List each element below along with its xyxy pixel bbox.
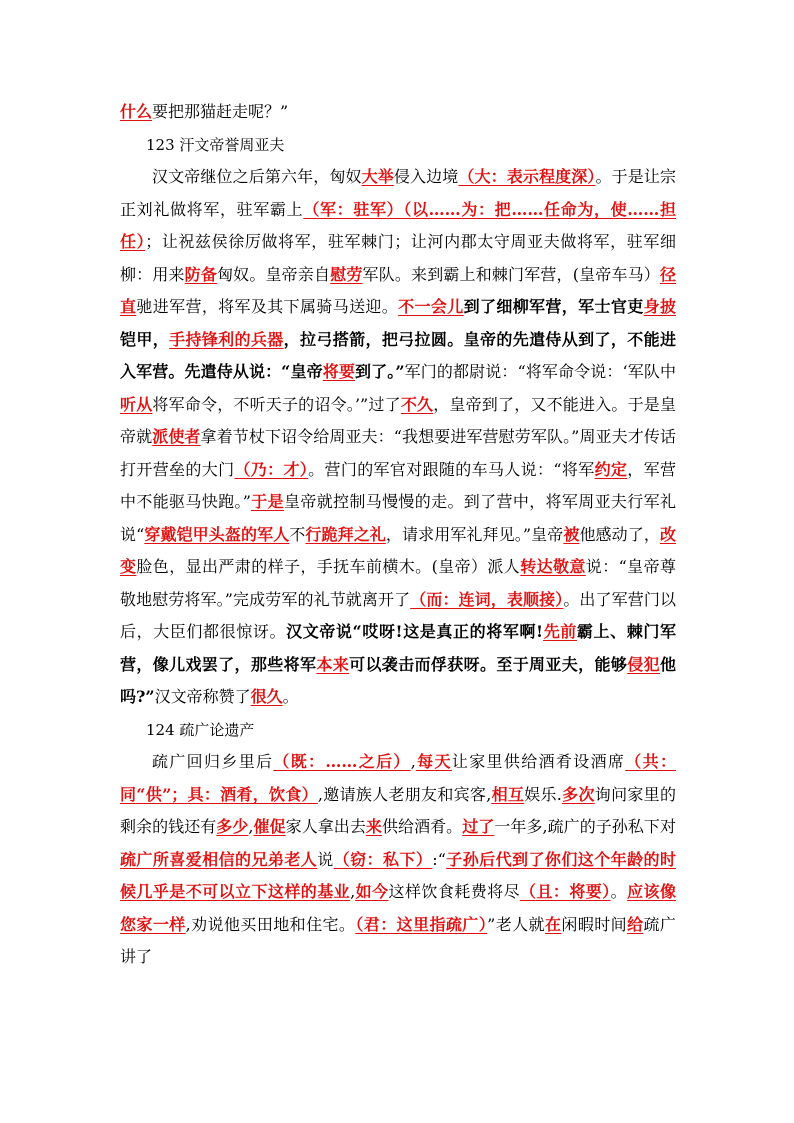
text-run: ，皇帝到了，又不能进入。于是皇帝就 xyxy=(120,394,676,446)
annotation-text: 本来 xyxy=(316,654,350,674)
text-run: ，军营中不能驱马快跑。” xyxy=(120,459,676,511)
annotation-text: 派使者 xyxy=(152,427,201,446)
annotation-text: 穿戴铠甲头盔的军人 xyxy=(144,524,290,544)
annotation-text: 催促 xyxy=(253,817,286,836)
text-run: ,劝说他买田地和住宅。 xyxy=(185,914,356,934)
text-run: :“ xyxy=(432,849,446,869)
annotation-text: 多次 xyxy=(561,784,595,804)
annotation-text: 约定 xyxy=(594,459,628,479)
text-run: 。出了军营门以后，大臣们都很惊讶。 xyxy=(120,589,676,641)
paragraph-continuation xyxy=(120,96,676,129)
annotation-text: 手持锋利的兵器 xyxy=(169,329,284,349)
annotation-text: 应该像您家一样 xyxy=(120,882,676,934)
annotation-text: 听从 xyxy=(120,394,153,414)
paragraph-zhou-yafu xyxy=(120,161,676,714)
text-run: 让家里供给酒肴设酒席 xyxy=(451,752,626,771)
text-run: 一年多,疏广的子孙私下对 xyxy=(494,817,676,836)
annotation-text: 来 xyxy=(365,817,382,836)
text-run: 。营门的军官对跟随的车马人说：“将军 xyxy=(308,459,595,479)
annotation-text: 防备 xyxy=(184,264,218,284)
text-run: 军队。来到霸上和棘门军营，(皇帝车马） xyxy=(362,264,660,284)
text-run: 说：“皇帝尊敬地慰劳将军。”完成劳军的礼节就离开了 xyxy=(120,557,676,609)
annotation-text: 不一会儿 xyxy=(398,297,464,316)
text-run: 不 xyxy=(289,524,306,544)
bold-text: 到了细柳军营，军士官吏 xyxy=(463,297,644,316)
section-heading-123: 123 汗文帝誉周亚夫 xyxy=(146,135,285,154)
text-run: 闲暇时间 xyxy=(561,914,628,934)
annotation-text: 什么 xyxy=(120,102,153,121)
text-run: 娱乐. xyxy=(524,784,562,804)
annotation-text: （乃：才） xyxy=(234,459,309,479)
text-run: 汉文帝继位之后第六年，匈奴 xyxy=(152,167,362,186)
text-run: 拿着节杖下诏令给周亚夫：“我想要进军营慰劳军队。”周亚夫才传话打开营垒的大门 xyxy=(120,427,676,479)
annotation-text: 转达敬意 xyxy=(520,557,586,576)
annotation-text: 行跪拜之礼 xyxy=(305,524,386,544)
text-run: 。于是让宗正刘礼做将军，驻军霸上 xyxy=(120,167,676,219)
text-run: ，请求用军礼拜见。”皇帝 xyxy=(385,524,564,544)
annotation-text: 慰劳 xyxy=(330,264,363,284)
annotation-text: 改变 xyxy=(120,524,676,576)
annotation-text: 给 xyxy=(627,914,644,934)
annotation-text: 先前 xyxy=(543,622,577,641)
annotation-text: （大：表示程度深） xyxy=(458,167,596,186)
document-page xyxy=(120,96,676,974)
annotation-text: （军：驻军）（以……为：把……任命为，使……担任） xyxy=(120,199,676,251)
text-run: 他感动了， xyxy=(579,524,660,544)
text-run: , xyxy=(350,882,356,901)
annotation-text: 如今 xyxy=(355,882,389,901)
annotation-text: 在 xyxy=(544,914,562,934)
annotation-text: （君：这里指疏广） xyxy=(355,914,488,934)
annotation-text: 径直 xyxy=(120,264,676,316)
annotation-text: 被 xyxy=(563,524,580,544)
bold-text: 他吗?” xyxy=(120,654,676,706)
bold-text: 到了。” xyxy=(355,362,405,381)
text-run: 。 xyxy=(282,687,299,706)
annotation-text: 于是 xyxy=(250,492,284,511)
text-run: 匈奴。皇帝亲自 xyxy=(217,264,331,284)
annotation-text: 每天 xyxy=(415,752,452,771)
text-run: 脸色，显出严肃的样子，手抚车前横木。(皇帝）派人 xyxy=(136,557,521,576)
text-run: , xyxy=(410,752,416,771)
text-run: 要把那猫赶走呢？” xyxy=(152,102,289,121)
paragraph-shu-guang xyxy=(120,746,676,974)
annotation-text: （既：……之后） xyxy=(273,752,411,771)
bold-text: 霸上、棘门军营，像儿戏罢了，那些将军 xyxy=(120,622,676,674)
annotation-text: 不久 xyxy=(400,394,434,414)
section-heading-124: 124 疏广论遗产 xyxy=(146,720,255,739)
annotation-text: 将要 xyxy=(322,362,355,381)
text-run: 供给酒肴。 xyxy=(381,817,463,836)
text-run: 这样饮食耗费将尽 xyxy=(388,882,521,901)
annotation-text: （且：将要） xyxy=(520,882,611,901)
bold-text: ，拉弓搭箭，把弓拉圆。皇帝的先遣侍从到了，不能进入军营。先遣侍从说：“皇帝 xyxy=(120,329,676,381)
annotation-text: 子孙后代到了你们这个年龄的时候几乎是不可以立下这样的基业 xyxy=(120,849,676,901)
text-run: 说 xyxy=(317,849,334,869)
annotation-text: （共：同“供”；具：酒肴，饮食） xyxy=(120,752,676,804)
text-run: 皇帝就控制马慢慢的走。到了营中，将军周亚夫行军礼说“ xyxy=(120,492,676,544)
text-run: 汉文帝称赞了 xyxy=(154,687,251,706)
text-run: 家人拿出去 xyxy=(285,817,366,836)
text-run: 疏广回归乡里后 xyxy=(152,752,274,771)
annotation-text: 相互 xyxy=(491,784,525,804)
bold-text: 汉文帝说“哎呀!这是真正的将军啊! xyxy=(286,622,544,641)
text-run: 疏广讲了 xyxy=(120,914,676,966)
annotation-text: 很久 xyxy=(250,687,283,706)
text-run: ”老人就 xyxy=(487,914,545,934)
annotation-text: 大举 xyxy=(361,167,394,186)
annotation-text: （窃：私下） xyxy=(333,849,433,869)
text-run: 侵入边境 xyxy=(393,167,459,186)
text-run: 询问家里的剩余的钱还有 xyxy=(120,784,676,836)
text-run: , xyxy=(248,817,254,836)
annotation-text: 身披 xyxy=(643,297,676,316)
bold-text: 铠甲， xyxy=(120,329,170,349)
annotation-text: 过了 xyxy=(462,817,495,836)
text-run: 军门的都尉说：“将军命令说：‘军队中 xyxy=(404,362,676,381)
annotation-text: （而：连词，表顺接） xyxy=(410,589,564,609)
bold-text: 可以袭击而俘获呀。至于周亚夫，能够 xyxy=(349,654,628,674)
text-run: ,邀请族人老朋友和宾客, xyxy=(317,784,492,804)
annotation-text: 疏广所喜爱相信的兄弟老人 xyxy=(120,849,318,869)
text-run: ；让祝兹侯徐厉做将军，驻军棘门；让河内郡太守周亚夫做将军，驻军细柳：用来 xyxy=(120,232,676,284)
text-run: 。 xyxy=(610,882,628,901)
annotation-text: 多少 xyxy=(216,817,249,836)
annotation-text: 侵犯 xyxy=(627,654,660,674)
text-run: 将军命令，不听天子的诏令。’”过了 xyxy=(152,394,401,414)
text-run: 驰进军营，将军及其下属骑马送迎。 xyxy=(136,297,399,316)
